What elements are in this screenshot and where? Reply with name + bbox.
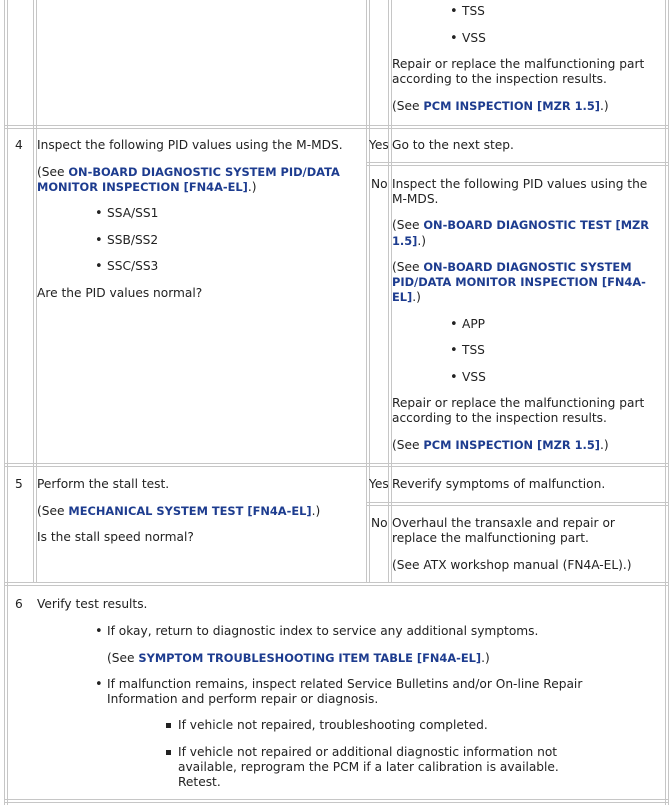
result-item: If malfunction remains, inspect related Service Bulletins and/or On-line Repair — [107, 677, 583, 691]
bullet-dot: • — [450, 4, 458, 19]
square-bullet — [166, 723, 171, 728]
bullet-dot: • — [450, 31, 458, 46]
table-border-bottom-inner — [4, 802, 669, 803]
result-item: Information and perform repair or diagnosis. — [107, 692, 379, 706]
pid-item: SSB/SS2 — [107, 233, 159, 247]
sub-item: If vehicle not repaired or additional diagnostic information not — [178, 745, 558, 759]
see-reference: (See ON-BOARD DIAGNOSTIC TEST [MZR — [392, 218, 650, 232]
see-reference: 1.5].) — [392, 234, 427, 248]
link-pcm-inspection[interactable]: PCM INSPECTION [MZR 1.5] — [423, 438, 600, 452]
link-pid-monitor-inspection[interactable]: ON-BOARD DIAGNOSTIC SYSTEM PID/DATA — [68, 165, 340, 179]
col-divider-instruction-inner — [369, 0, 370, 583]
yes-action: Go to the next step. — [392, 138, 514, 152]
see-reference — [392, 275, 646, 290]
see-reference: (See ATX workshop manual (FN4A-EL).) — [392, 558, 632, 572]
bullet-dot: • — [95, 624, 103, 639]
link-symptom-troubleshooting[interactable]: SYMPTOM TROUBLESHOOTING ITEM TABLE [FN4A-EL] — [138, 651, 482, 665]
repair-text: according to the inspection results. — [392, 411, 607, 425]
list-item: VSS — [462, 31, 486, 45]
repair-text: Repair or replace the malfunctioning part — [392, 57, 645, 71]
no-label: No — [371, 177, 388, 191]
step-instruction: Verify test results. — [37, 597, 148, 611]
see-reference: (See SYMPTOM TROUBLESHOOTING ITEM TABLE [FN4A-EL].) — [107, 651, 490, 665]
table-border-right — [665, 0, 666, 805]
row-divider-top-step4-inner — [4, 128, 669, 129]
list-item: APP — [462, 317, 486, 331]
bullet-dot: • — [450, 343, 458, 358]
sub-item: Retest. — [178, 775, 221, 789]
table-border-right-inner — [668, 0, 669, 805]
no-action: Inspect the following PID values using the — [392, 177, 648, 191]
step-number: 5 — [15, 477, 23, 491]
bullet-dot: • — [450, 317, 458, 332]
table-border-bottom — [4, 799, 669, 800]
no-action: replace the malfunctioning part. — [392, 531, 589, 545]
see-reference: EL].) — [392, 290, 421, 304]
pid-item: SSA/SS1 — [107, 206, 159, 220]
see-reference: (See PCM INSPECTION [MZR 1.5].) — [392, 99, 609, 113]
table-border-left — [4, 0, 5, 805]
step-number: 4 — [15, 138, 23, 152]
row-divider-step4-yes-no-inner — [366, 165, 669, 166]
see-reference: (See PCM INSPECTION [MZR 1.5].) — [392, 438, 609, 452]
col-divider-instruction — [366, 0, 367, 583]
link-mechanical-system-test[interactable]: MECHANICAL SYSTEM TEST [FN4A-EL] — [68, 504, 312, 518]
bullet-dot: • — [95, 233, 103, 248]
bullet-dot: • — [95, 259, 103, 274]
step-instruction: Inspect the following PID values using the M-MDS. — [37, 138, 343, 152]
repair-text: according to the inspection results. — [392, 72, 607, 86]
row-divider-step5-yes-no — [366, 502, 669, 503]
no-label: No — [371, 516, 388, 530]
link-pcm-inspection[interactable]: PCM INSPECTION [MZR 1.5] — [423, 99, 600, 113]
no-action: M-MDS. — [392, 192, 439, 206]
bullet-dot: • — [95, 677, 103, 692]
sub-item: If vehicle not repaired, troubleshooting completed. — [178, 718, 488, 732]
row-divider-step4-step5 — [4, 463, 669, 464]
repair-text: Repair or replace the malfunctioning part — [392, 396, 645, 410]
see-reference: (See MECHANICAL SYSTEM TEST [FN4A-EL].) — [37, 504, 321, 518]
list-item: TSS — [462, 4, 485, 18]
link-pid-monitor-inspection[interactable]: PID/DATA MONITOR INSPECTION [FN4A- — [392, 275, 646, 289]
step-question: Is the stall speed normal? — [37, 530, 194, 544]
row-divider-top-step4 — [4, 125, 669, 126]
result-item: If okay, return to diagnostic index to service any additional symptoms. — [107, 624, 539, 638]
link-onboard-diagnostic-test[interactable]: ON-BOARD DIAGNOSTIC TEST [MZR — [423, 218, 650, 232]
row-divider-step5-yes-no-inner — [366, 505, 669, 506]
col-divider-yesno — [388, 0, 389, 583]
yes-label: Yes — [369, 477, 389, 491]
bullet-dot: • — [450, 370, 458, 385]
link-pid-monitor-inspection[interactable]: ON-BOARD DIAGNOSTIC SYSTEM — [423, 260, 632, 274]
row-divider-step5-step6 — [4, 582, 669, 583]
yes-action: Reverify symptoms of malfunction. — [392, 477, 606, 491]
see-reference: (See ON-BOARD DIAGNOSTIC SYSTEM — [392, 260, 632, 274]
yes-label: Yes — [369, 138, 389, 152]
row-divider-step5-step6-inner — [4, 585, 669, 586]
step-instruction: Perform the stall test. — [37, 477, 170, 491]
link-onboard-diagnostic-test[interactable]: 1.5] — [392, 234, 418, 248]
step-question: Are the PID values normal? — [37, 286, 203, 300]
row-divider-step4-step5-inner — [4, 466, 669, 467]
see-reference: MONITOR INSPECTION [FN4A-EL].) — [37, 180, 257, 194]
square-bullet — [166, 750, 171, 755]
list-item: VSS — [462, 370, 486, 384]
sub-item: available, reprogram the PCM if a later calibration is available. — [178, 760, 559, 774]
link-pid-monitor-inspection[interactable]: EL] — [392, 290, 413, 304]
row-divider-step4-yes-no — [366, 162, 669, 163]
no-action: Overhaul the transaxle and repair or — [392, 516, 615, 530]
bullet-dot: • — [95, 206, 103, 221]
link-pid-monitor-inspection[interactable]: MONITOR INSPECTION [FN4A-EL] — [37, 180, 248, 194]
step-number: 6 — [15, 597, 23, 611]
see-reference: (See ON-BOARD DIAGNOSTIC SYSTEM PID/DATA — [37, 165, 340, 179]
list-item: TSS — [462, 343, 485, 357]
pid-item: SSC/SS3 — [107, 259, 159, 273]
col-divider-number — [33, 0, 34, 583]
table-border-left-inner — [7, 0, 8, 805]
